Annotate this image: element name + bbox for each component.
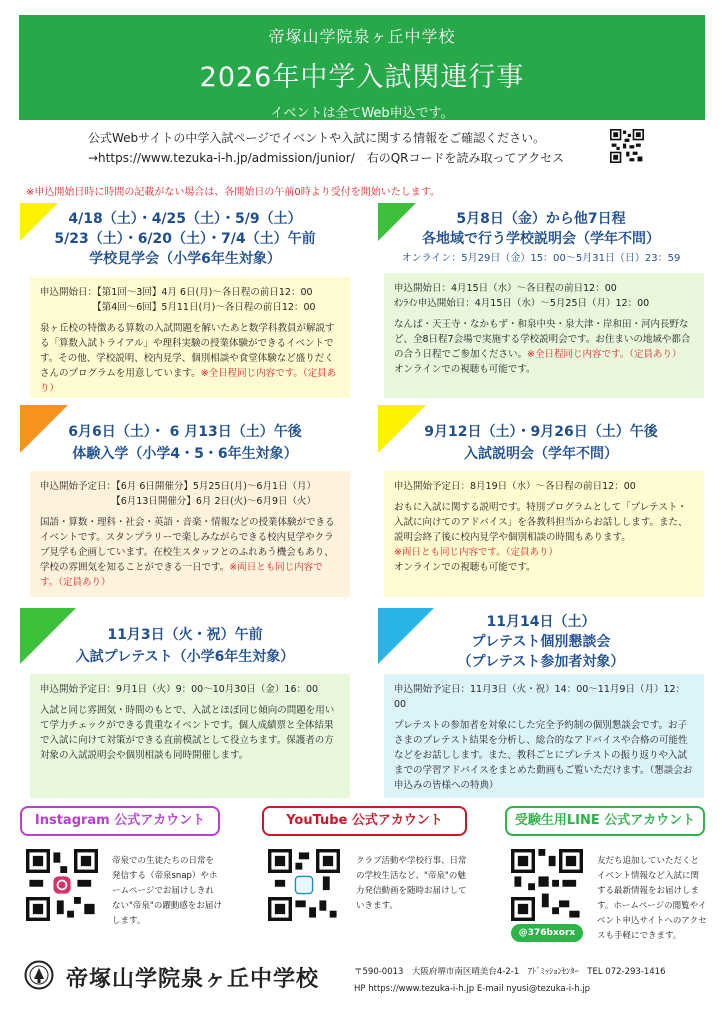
event-text: なんば・天王寺・なかもず・和泉中央・泉大津・岸和田・河内長野など、全8日程7会場で実施する学校説明会です。お住まいの地域や都合の合う日程でご参加ください。※全日程同じ内容です。（定員あり） — [394, 319, 691, 360]
header-banner — [19, 15, 705, 120]
qr-code-icon[interactable] — [511, 849, 583, 921]
footer-school-name: 帝塚山学院泉ヶ丘中学校 — [66, 966, 320, 992]
school-crest-icon — [24, 960, 54, 990]
web-note-line2[interactable]: →https://www.tezuka-i-h.jp/admission/junior/ 右のQRコードを読み取ってアクセス — [88, 151, 565, 165]
event-heading: 4/18（土）・4/25（土）・5/9（土） 5/23（土）・6/20（土）・7/4（土）午前 学校見学会（小学6年生対象） — [54, 211, 316, 267]
event-dates: 申込開始日：【第1回～3回】4月 6日(月)～各日程の前日12：00 【第4回～6回】5月11日(月)～各日程の前日12：00 — [40, 287, 316, 313]
school-name: 帝塚山学院泉ヶ丘中学校 — [268, 27, 456, 46]
event-text: おもに入試に関する説明です。特別プログラムとして「プレテスト・入試に向けてのアドバイス」を各教科担当からお話しします。また、説明会終了後に校内見学や個別相談の時間もあります。 — [394, 502, 688, 543]
line-account-button[interactable]: 受験生用LINE 公式アカウント — [505, 806, 705, 836]
event-body — [30, 674, 350, 798]
event-heading: 11月14日（土） プレテスト個別懇談会 （プレテスト参加者対象） — [457, 614, 625, 670]
event-body — [30, 277, 350, 398]
event-card-pretest — [20, 608, 350, 798]
event-heading: 6月6日（土）・ 6 月13日（土）午後 体験入学（小学4・5・6年生対象） — [68, 424, 302, 462]
footer — [22, 958, 712, 1018]
event-text: プレテストの参加者を対象にした完全予約制の個別懇談会です。お子さまのプレテスト結果を分析し、総合的なアドバイスや合格の可能性などをお話しします。また、教科ごとにプレテストの振り返りや入試までの学習アドバイスをまとめた動画もご覧いただけます。（懇談会お申込みの皆様への特典） — [394, 720, 693, 791]
instagram-block — [20, 806, 220, 954]
youtube-description: クラブ活動や学校行事、日常の学校生活など、"帝泉"の魅力発信動画を随時お届けしていきます。 — [356, 856, 467, 911]
footer-address: 〒590-0013 大阪府堺市南区晴美台4-2-1 ｱﾄﾞﾐｯｼｮﾝｾﾝﾀｰ TEL 072-293-1416 HP https://www.tezuka-i-h.jp E-mail nyusi@tezuka-i-h.jp — [354, 967, 666, 994]
event-card-school-tour — [20, 203, 350, 398]
event-heading: 9月12日（土）・9月26日（土）午後 入試説明会（学年不問） — [424, 424, 658, 462]
event-card-trial-admission — [20, 405, 350, 597]
event-dates: 申込開始予定日：11月3日（火・祝）14：00～11月9日（月）12：00 — [394, 684, 686, 710]
header-subtitle: イベントは全てWeb申込です。 — [270, 106, 454, 121]
event-card-regional-briefing — [378, 203, 704, 398]
event-text: 入試と同じ雰囲気・時間のもとで、入試とほぼ同じ傾向の問題を用いて学力チェックができる貴重なイベントです。個人成績票と全体結果で入試に向けて対策ができる直前模試として役立ちます。保護者の方対象の入試説明会や個別相談も同時開催します。 — [40, 705, 335, 761]
event-heading: 5月8日（金）から他7日程 各地域で行う学校説明会（学年不問） オンライン：5月29日（金）15：00～5月31日（日）23：59 — [401, 211, 681, 264]
youtube-account-button[interactable]: YouTube 公式アカウント — [262, 806, 467, 836]
qr-code-icon[interactable] — [26, 849, 98, 921]
event-body — [384, 674, 704, 798]
instagram-account-button[interactable]: Instagram 公式アカウント — [20, 806, 220, 836]
event-body — [384, 273, 704, 398]
web-note-line1: 公式Webサイトの中学入試ページでイベントや入試に関する情報をご確認ください。 — [88, 131, 546, 145]
youtube-block — [262, 806, 472, 954]
event-extra: オンラインでの視聴も可能です。 — [394, 562, 536, 573]
line-handle-badge[interactable]: @376bxorx — [511, 924, 583, 942]
event-dates: 申込開始予定日：8月19日（水）～各日程の前日12：00 — [394, 481, 636, 492]
event-note: ※両日とも同じ内容です。（定員あり） — [394, 547, 558, 558]
event-text: 泉ヶ丘校の特徴ある算数の入試問題を解いたあと数学科教員が解説する「算数入試トライアル」や理科実験の授業体験ができるイベントです。その他、学校説明、校内見学、個別相談や食堂体験など盛りだくさんのプログラムを用意しています。※全日程同じ内容です。（定員あり） — [40, 323, 337, 394]
event-card-exam-briefing — [378, 405, 704, 597]
event-text: 国語・算数・理科・社会・英語・音楽・情報などの授業体験ができるイベントです。スタンプラリーで楽しみながらできる校内見学やクラブ見学も企画しています。在校生スタッフとのふれあう機会もあり、学校の雰囲気を知ることができる一日です。※両日とも同じ内容です。（定員あり） — [40, 517, 335, 588]
event-dates: 申込開始予定日：9月1日（火）9：00～10月30日（金）16：00 — [40, 684, 319, 695]
qr-code-icon[interactable] — [268, 849, 340, 921]
event-extra: オンラインでの視聴も可能です。 — [394, 364, 536, 375]
event-heading: 11月3日（火・祝）午前 入試プレテスト（小学6年生対象） — [75, 627, 295, 665]
web-note — [88, 128, 608, 168]
event-body — [30, 471, 350, 597]
line-block — [505, 806, 710, 954]
event-card-pretest-consultation — [378, 608, 704, 798]
qr-code-icon[interactable] — [610, 129, 644, 163]
event-dates: 申込開始日：4月15日（水）～各日程の前日12：00 ｵﾝﾗｲﾝ申込開始日：4月15日（水）～5月25日（月）12：00 — [394, 283, 650, 309]
event-body — [384, 471, 704, 597]
page-title: 2026年中学入試関連行事 — [199, 62, 525, 93]
instagram-description: 帝泉での生徒たちの日常を発信する（帝泉snap）やホームページでお届けしきれない"帝泉"の躍動感をお届けします。 — [112, 856, 222, 926]
line-description: 友だち追加していただくとイベント情報など入試に関する最新情報をお届けします。ホームページの閲覧やイベント申込サイトへのアクセスも手軽にできます。 — [597, 856, 707, 941]
caution-note: ※申込開始日時に時間の記載がない場合は、各開始日の午前0時より受付を開始いたします。 — [26, 187, 440, 198]
event-dates: 申込開始予定日：【6月 6日開催分】5月25日(月)～6月1日（月） 【6月13日開催分】6月 2日(火)～6月9日（火） — [40, 481, 316, 507]
